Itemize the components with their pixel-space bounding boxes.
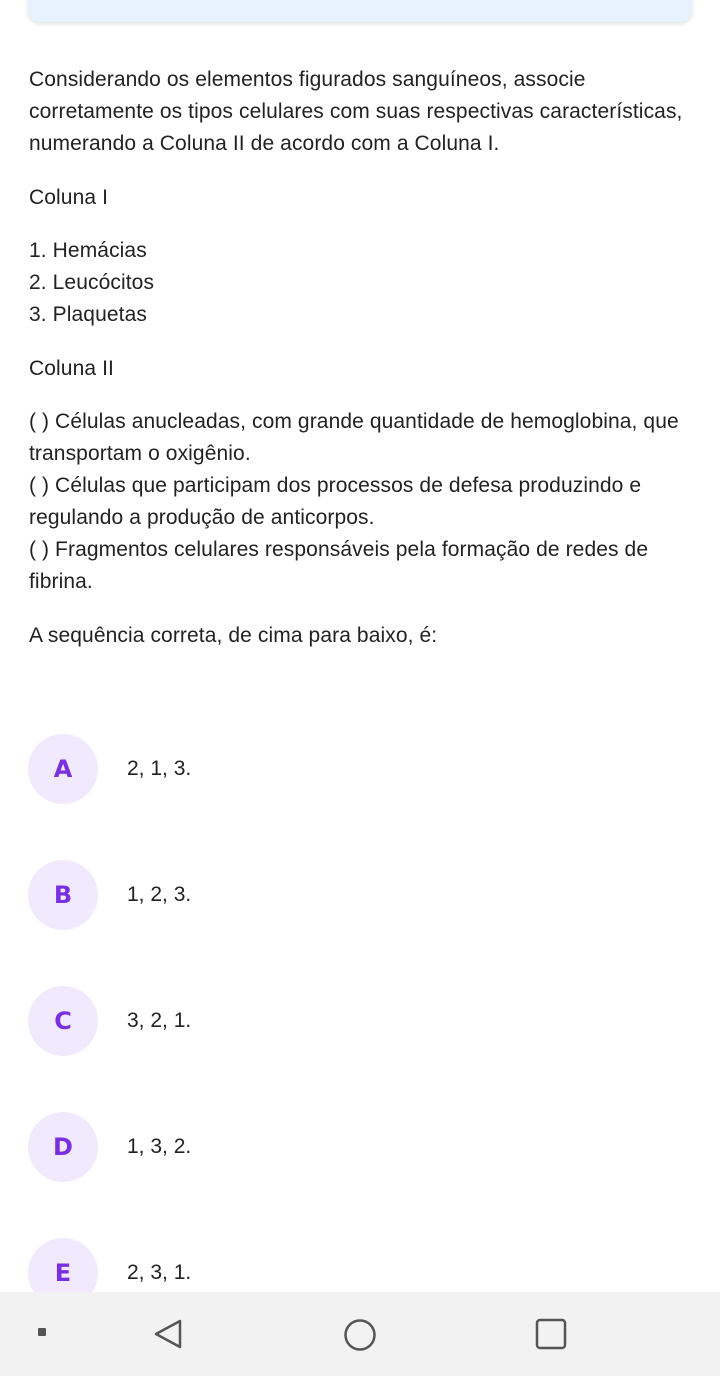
column2-item: ( ) Células que participam dos processos de defesa produzindo e regulando a produção de anticorpos. xyxy=(29,474,642,529)
option-text: 2, 1, 3. xyxy=(127,757,192,780)
menu-dot-icon[interactable] xyxy=(38,1328,46,1336)
column2-title: Coluna II xyxy=(29,357,114,380)
column1-item: 2. Leucócitos xyxy=(29,271,155,294)
question-closing: A sequência correta, de cima para baixo, é: xyxy=(29,624,438,647)
column1-item: 1. Hemácias xyxy=(29,239,147,262)
option-letter-badge: D xyxy=(28,1112,98,1182)
option-b[interactable] xyxy=(28,860,191,930)
top-card xyxy=(28,0,692,22)
option-d[interactable] xyxy=(28,1112,191,1182)
home-icon[interactable] xyxy=(343,1318,377,1357)
column1-title: Coluna I xyxy=(29,186,109,209)
system-navigation-bar xyxy=(0,1292,720,1376)
column1-item: 3. Plaquetas xyxy=(29,303,147,326)
option-letter-badge: B xyxy=(28,860,98,930)
option-text: 1, 2, 3. xyxy=(127,883,192,906)
option-letter-badge: E xyxy=(28,1238,98,1308)
column2-item: ( ) Células anucleadas, com grande quantidade de hemoglobina, que transportam o oxigênio. xyxy=(29,410,679,465)
option-text: 1, 3, 2. xyxy=(127,1135,192,1158)
column2-item: ( ) Fragmentos celulares responsáveis pela formação de redes de fibrina. xyxy=(29,538,649,593)
question-prompt: Considerando os elementos figurados sanguíneos, associe corretamente os tipos celulares com suas respectivas características, numerando a Coluna II de acordo com a Coluna I. xyxy=(29,68,683,155)
option-text: 2, 3, 1. xyxy=(127,1261,192,1284)
option-text: 3, 2, 1. xyxy=(127,1009,192,1032)
option-letter-badge: C xyxy=(28,986,98,1056)
option-letter-badge: A xyxy=(28,734,98,804)
back-icon[interactable] xyxy=(152,1318,184,1355)
option-a[interactable] xyxy=(28,734,191,804)
option-c[interactable] xyxy=(28,986,191,1056)
question-block xyxy=(29,64,697,652)
recent-apps-icon[interactable] xyxy=(535,1318,567,1355)
